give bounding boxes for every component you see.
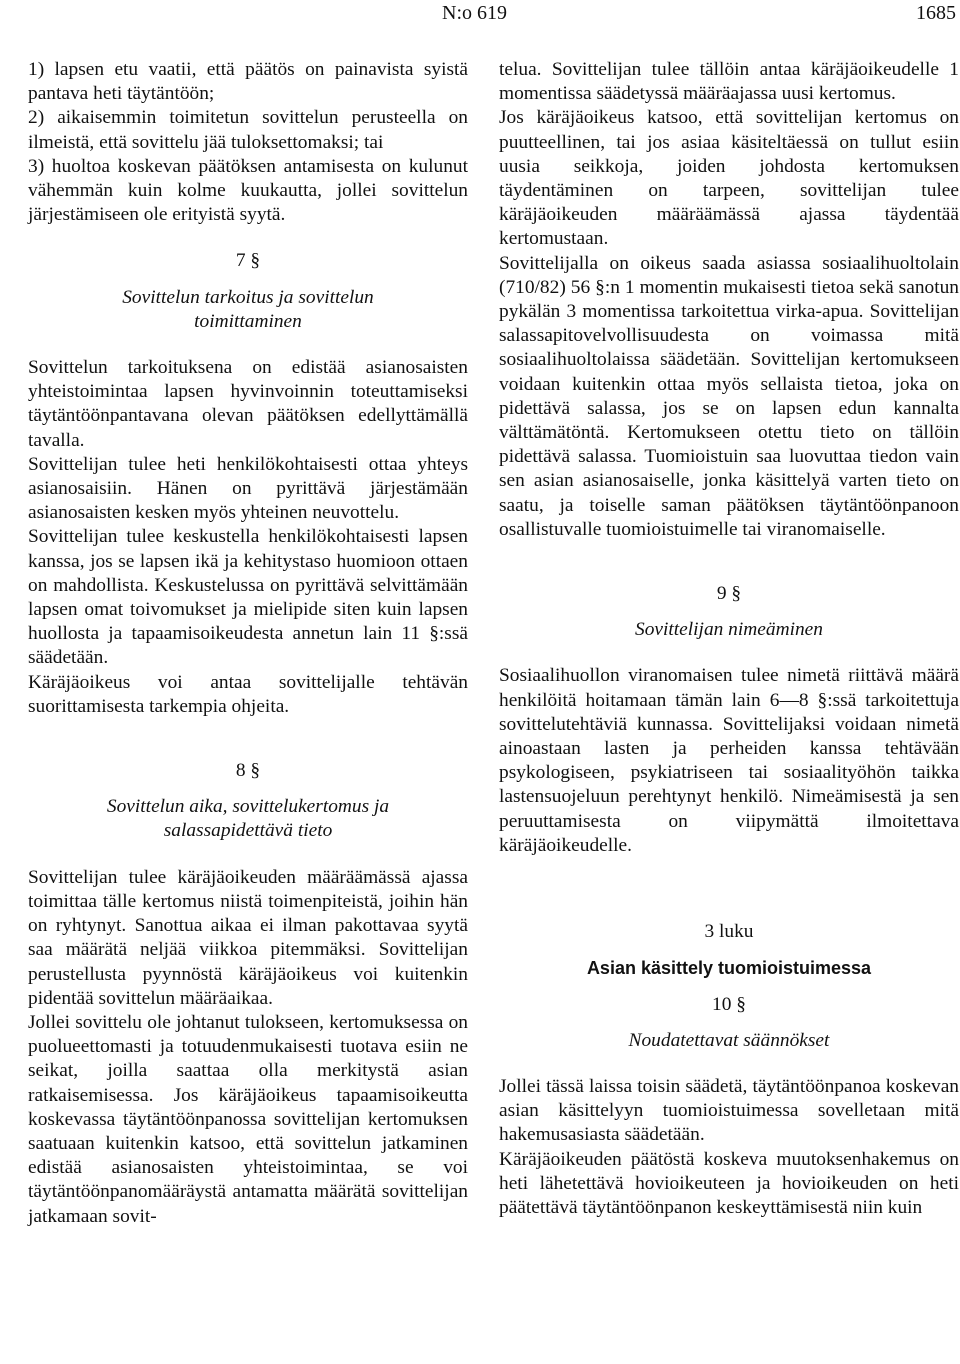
list-item: 1) lapsen etu vaatii, että päätös on painavista syistä pantava heti täytäntöön; [28, 59, 468, 105]
paragraph: Sovittelijan tulee heti henkilökohtaisesti ottaa yhteys asianosaisiin. Hänen on pyrittävä järjestämään asianosaisten kesken myös yhteinen neuvottelu. [28, 453, 468, 524]
paragraph: Sosiaalihuollon viranomaisen tulee nimetä riittävä määrä henkilöitä hoitamaan tämän lain 6—8 §:ssä tarkoitettuja sovittelutehtäviä kunnassa. Sovittelijaksi voidaan nimetä ainoastaan lasten ja perheiden kanssa tehtävään psykologiseen, psykiatriseen tai sosiaalityöhön taikka lastensuojeluun perehtynyt henkilö. Nimeämisestä ja sen peruuttamisesta on viipymättä ilmoitettava käräjäoikeudelle. [499, 665, 959, 856]
section-number: 8 § [235, 760, 261, 782]
paragraph: Käräjäoikeus voi antaa sovittelijalle tehtävän suorittamisesta tarkempia ohjeita. [28, 671, 468, 717]
section-number: 10 § [712, 993, 746, 1015]
section-title: Sovittelun aika, sovittelukertomus ja salassapidettävä tieto [106, 796, 390, 842]
paragraph: Jollei sovittelu ole johtanut tulokseen, kertomuksessa on puolueettomasti ja totuudenmukaisesti tuotava esiin ne seikat, joilla saattaa olla merkitystä asian ratkaisemisessa. Jos käräjäoikeus tapaamisoikeutta koskevassa täytäntöönpanossa sovittelijan kertomuksen saatuaan kuitenkin katsoo, että sovittelun jatkaminen edistää asianosaisten yhteistoimintaa, se voi täytäntöönpanomääräystä antamatta määrätä sovittelijan jatkamaan sovit- [28, 1011, 468, 1227]
section-number: 7 § [235, 250, 261, 272]
section-title: Sovittelun tarkoitus ja sovittelun toimittaminen [122, 286, 374, 332]
left-column [28, 58, 468, 1229]
paragraph: Sovittelijalla on oikeus saada asiassa sosiaalihuoltolain (710/82) 56 §:n 1 momentin mukaisesti tietoa sekä sanotun pykälän 3 momentissa tarkoitettua virka-apua. Sovittelijan salassapitovelvollisuudesta on voimassa mitä sosiaalihuoltolaissa säädetään. Sovittelijan kertomukseen voidaan kuitenkin ottaa myös sellaista tietoa, joka on pidettävä salassa, jos se on lapsen edun kannalta välttämätöntä. Kertomukseen otettu tieto on tällöin pidettävä salassa. Tuomioistuin saa luovuttaa tiedon vain sen asian asianosaiselle, jonka käsittelyä varten tieto on saatu, ja toiselle saman päätöksen täytäntöönpanoon osallistuvalle tuomioistuimelle tai viranomaiselle. [499, 252, 959, 540]
list-item: 2) aikaisemmin toimitetun sovittelun perusteella on ilmeistä, että sovittelu jää tuloksettomaksi; tai [28, 107, 468, 153]
chapter-number: 3 luku [704, 921, 754, 943]
chapter-title: Asian käsittely tuomioistuimessa [586, 958, 872, 979]
section-title: Sovittelijan nimeäminen [635, 619, 823, 641]
paragraph: Käräjäoikeuden päätöstä koskeva muutoksenhakemus on heti lähetettävä hovioikeuteen ja hovioikeuden on heti päätettävä täytäntöönpanon keskeyttämisestä niin kuin [499, 1148, 959, 1218]
paragraph: Jos käräjäoikeus katsoo, että sovittelijan kertomus on puutteellinen, tai jos asiaa käsiteltäessä on tullut esiin uusia seikkoja, joiden johdosta kertomuksen täydentäminen on tarpeen, sovittelijan tulee käräjäoikeuden määräämässä ajassa täydentää kertomustaan. [499, 107, 959, 250]
paragraph: telua. Sovittelijan tulee tällöin antaa käräjäoikeudelle 1 momentissa säädetyssä määräajassa uusi kertomus. [499, 59, 959, 105]
section-number: 9 § [716, 583, 742, 605]
page-header [0, 0, 960, 34]
paragraph: Sovittelijan tulee keskustella henkilökohtaisesti lapsen kanssa, jos se lapsen ikä ja kehitystaso huomioon ottaen on mahdollista. Keskustelussa on pyrittävä selvittämään lapsen omat toivomukset ja mielipide siten kuin lapsen huollosta ja tapaamisoikeudesta annetun lain 11 §:ssä säädetään. [28, 526, 468, 669]
right-column [499, 58, 959, 1220]
paragraph: Jollei tässä laissa toisin säädetä, täytäntöönpanoa koskevan asian käsittelyyn tuomioistuimessa sovelletaan mitä hakemusasiasta säädetään. [499, 1075, 959, 1146]
paragraph: Sovittelijan tulee käräjäoikeuden määräämässä ajassa toimittaa tälle kertomus niistä toimenpiteistä, joihin hän on ryhtynyt. Sanottua aikaa ei ilman pakottavaa syytä saa määrätä neljää viikkoa pitemmäksi. Sovittelijan perustellusta pyynnöstä käräjäoikeus voi kuitenkin pidentää sovittelun määräaikaa. [28, 866, 468, 1009]
issue-number: N:o 619 [442, 2, 507, 24]
page-number: 1685 [916, 2, 956, 24]
list-item: 3) huoltoa koskevan päätöksen antamisesta on kulunut vähemmän kuin kolme kuukautta, jollei sovittelun järjestämiseen ole erityistä syytä. [28, 155, 468, 226]
paragraph: Sovittelun tarkoituksena on edistää asianosaisten yhteistoimintaa lapsen hyvinvoinnin toteuttamiseksi täytäntöönpantavana olevan päätöksen edellyttämällä tavalla. [28, 357, 468, 451]
section-title: Noudatettavat säännökset [628, 1029, 830, 1051]
